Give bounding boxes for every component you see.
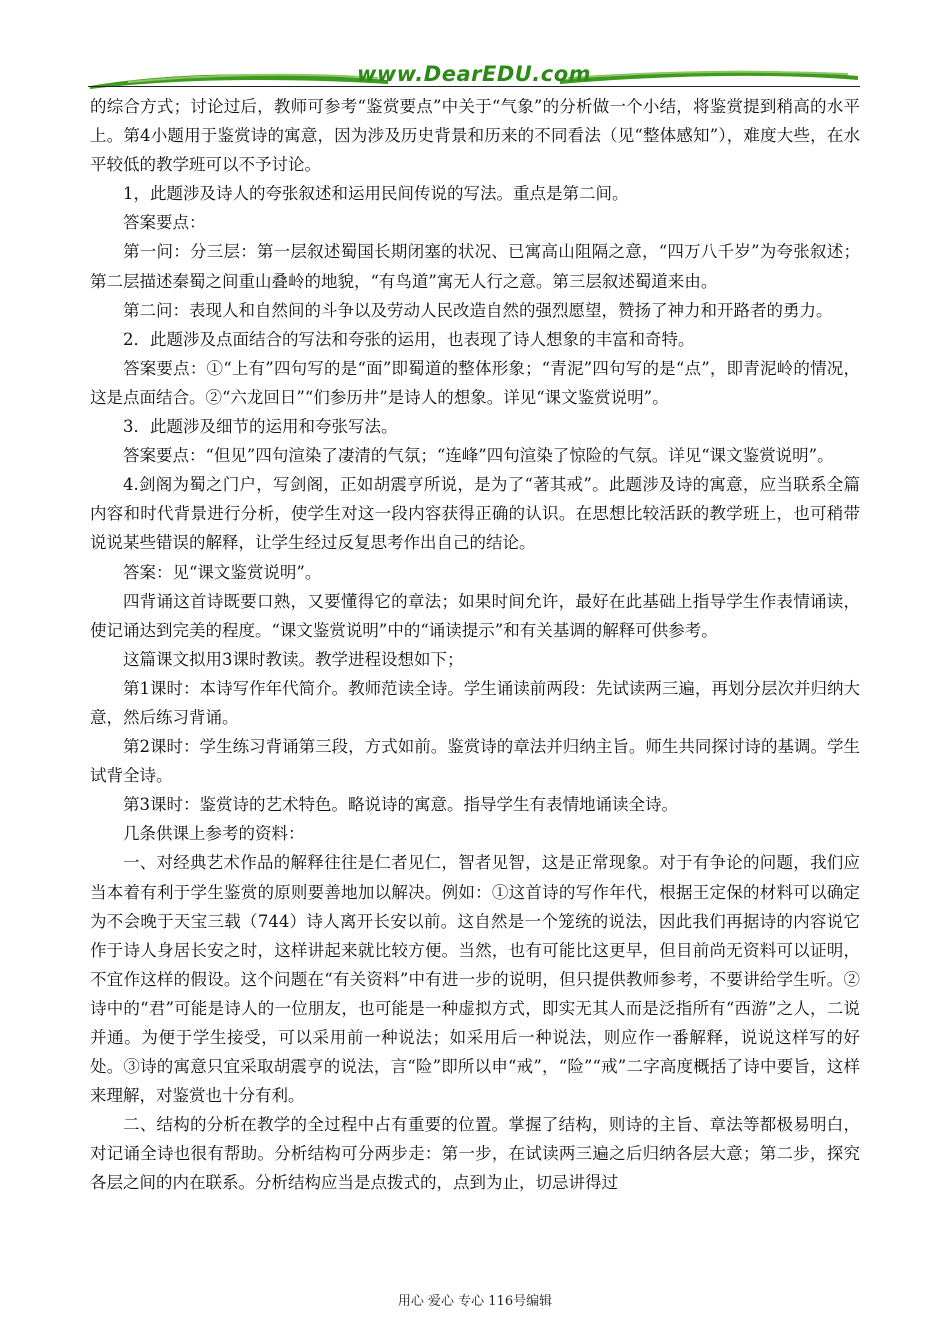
paragraph: 答案：见“课文鉴赏说明”。 — [123, 562, 322, 582]
paragraph: 2．此题涉及点面结合的写法和夸张的运用，也表现了诗人想象的丰富和奇特。 — [123, 329, 695, 349]
paragraph: 一、对经典艺术作品的解释往往是仁者见仁，智者见智，这是正常现象。对于有争论的问题，我们应当本着有利于学生鉴赏的原则要善地加以解决。例如：①这首诗的写作年代，根据王定保的材料可以确定为不会晚于天宝三载（744）诗人离开长安以前。这自然是一个笼统的说法，因此我们再据诗的内容说它作于诗人身居长安之时，这样讲起来就比较方便。当然，也有可能比这更早，但目前尚无资料可以证明，不宜作这样的假设。这个问题在“有关资料”中有进一步的说明，但只提供教师参考，不要讲给学生听。②诗中的“君”可能是诗人的一位朋友，也可能是一种虚拟方式，即实无其人而是泛指所有“西游”之人，二说并通。为便于学生接受，可以采用前一种说法；如采用后一种说法，则应作一番解释，说说这样写的好处。③诗的寓意只宜采取胡震亨的说法，言“险”即所以申“戒”，“险”“戒”二字高度概括了诗中要旨，这样来理解，对鉴赏也十分有利。 — [90, 853, 860, 1106]
paragraph: 答案要点：①“上有”四句写的是“面”即蜀道的整体形象；“青泥”四句写的是“点”，即青泥岭的情况，这是点面结合。②“六龙回日”“们参历井”是诗人的想象。详见“课文鉴赏说明”。 — [90, 358, 860, 407]
page-footer: 用心 爱心 专心 116号编辑 — [397, 1294, 553, 1309]
paragraph: 1，此题涉及诗人的夸张叙述和运用民间传说的写法。重点是第二间。 — [123, 184, 629, 204]
paragraph: 答案要点： — [123, 213, 206, 233]
paragraph: 的综合方式；讨论过后，教师可参考“鉴赏要点”中关于“气象”的分析做一个小结，将鉴赏提到稍高的水平上。第4小题用于鉴赏诗的寓意，因为涉及历史背景和历来的不同看法（见“整体感知”），难度大些，在水平较低的教学班可以不予讨论。 — [90, 97, 860, 175]
paragraph: 第2课时：学生练习背诵第三段，方式如前。鉴赏诗的章法并归纳主旨。师生共同探讨诗的基调。学生试背全诗。 — [90, 737, 860, 786]
paragraph: 3．此题涉及细节的运用和夸张写法。 — [123, 417, 398, 437]
header-divider — [88, 86, 860, 87]
paragraph: 第1课时：本诗写作年代简介。教师范读全诗。学生诵读前两段：先试读两三遍，再划分层次并归纳大意，然后练习背诵。 — [90, 678, 860, 727]
paragraph: 4.剑阁为蜀之门户，写剑阁，正如胡震亨所说，是为了“著其戒”。此题涉及诗的寓意，应当联系全篇内容和时代背景进行分析，使学生对这一段内容获得正确的认识。在思想比较活跃的教学班上，也可稍带说说某些错误的解释，让学生经过反复思考作出自己的结论。 — [90, 475, 860, 553]
site-header — [88, 56, 860, 94]
paragraph: 第一问：分三层：第一层叙述蜀国长期闭塞的状况、已寓高山阻隔之意，“四万八千岁”为夸张叙述；第二层描述秦蜀之间重山叠岭的地貌，“有鸟道”寓无人行之意。第三层叙述蜀道来由。 — [90, 242, 860, 291]
paragraph: 四背诵这首诗既要口熟，又要懂得它的章法；如果时间允许，最好在此基础上指导学生作表情诵读，使记诵达到完美的程度。“课文鉴赏说明”中的“诵读提示”和有关基调的解释可供参考。 — [90, 591, 860, 640]
paragraph: 这篇课文拟用3课时教读。教学进程设想如下； — [123, 649, 464, 669]
document-body — [90, 92, 860, 1198]
paragraph: 第二问：表现人和自然间的斗争以及劳动人民改造自然的强烈愿望，赞扬了神力和开路者的勇力。 — [123, 300, 833, 320]
paragraph: 第3课时：鉴赏诗的艺术特色。略说诗的寓意。指导学生有表情地诵读全诗。 — [123, 795, 678, 815]
paragraph: 二、结构的分析在教学的全过程中占有重要的位置。掌握了结构，则诗的主旨、章法等都极易明白，对记诵全诗也很有帮助。分析结构可分两步走：第一步，在试读两三遍之后归纳各层大意；第二步，探究各层之间的内在联系。分析结构应当是点拨式的，点到为止，切忌讲得过 — [90, 1115, 860, 1193]
paragraph: 答案要点：“但见”四句渲染了凄清的气氛；“连峰”四句渲染了惊险的气氛。详见“课文鉴赏说明”。 — [123, 446, 834, 466]
paragraph: 几条供课上参考的资料： — [123, 824, 305, 844]
site-logo-text[interactable]: www.DearEDU.com — [356, 62, 592, 86]
